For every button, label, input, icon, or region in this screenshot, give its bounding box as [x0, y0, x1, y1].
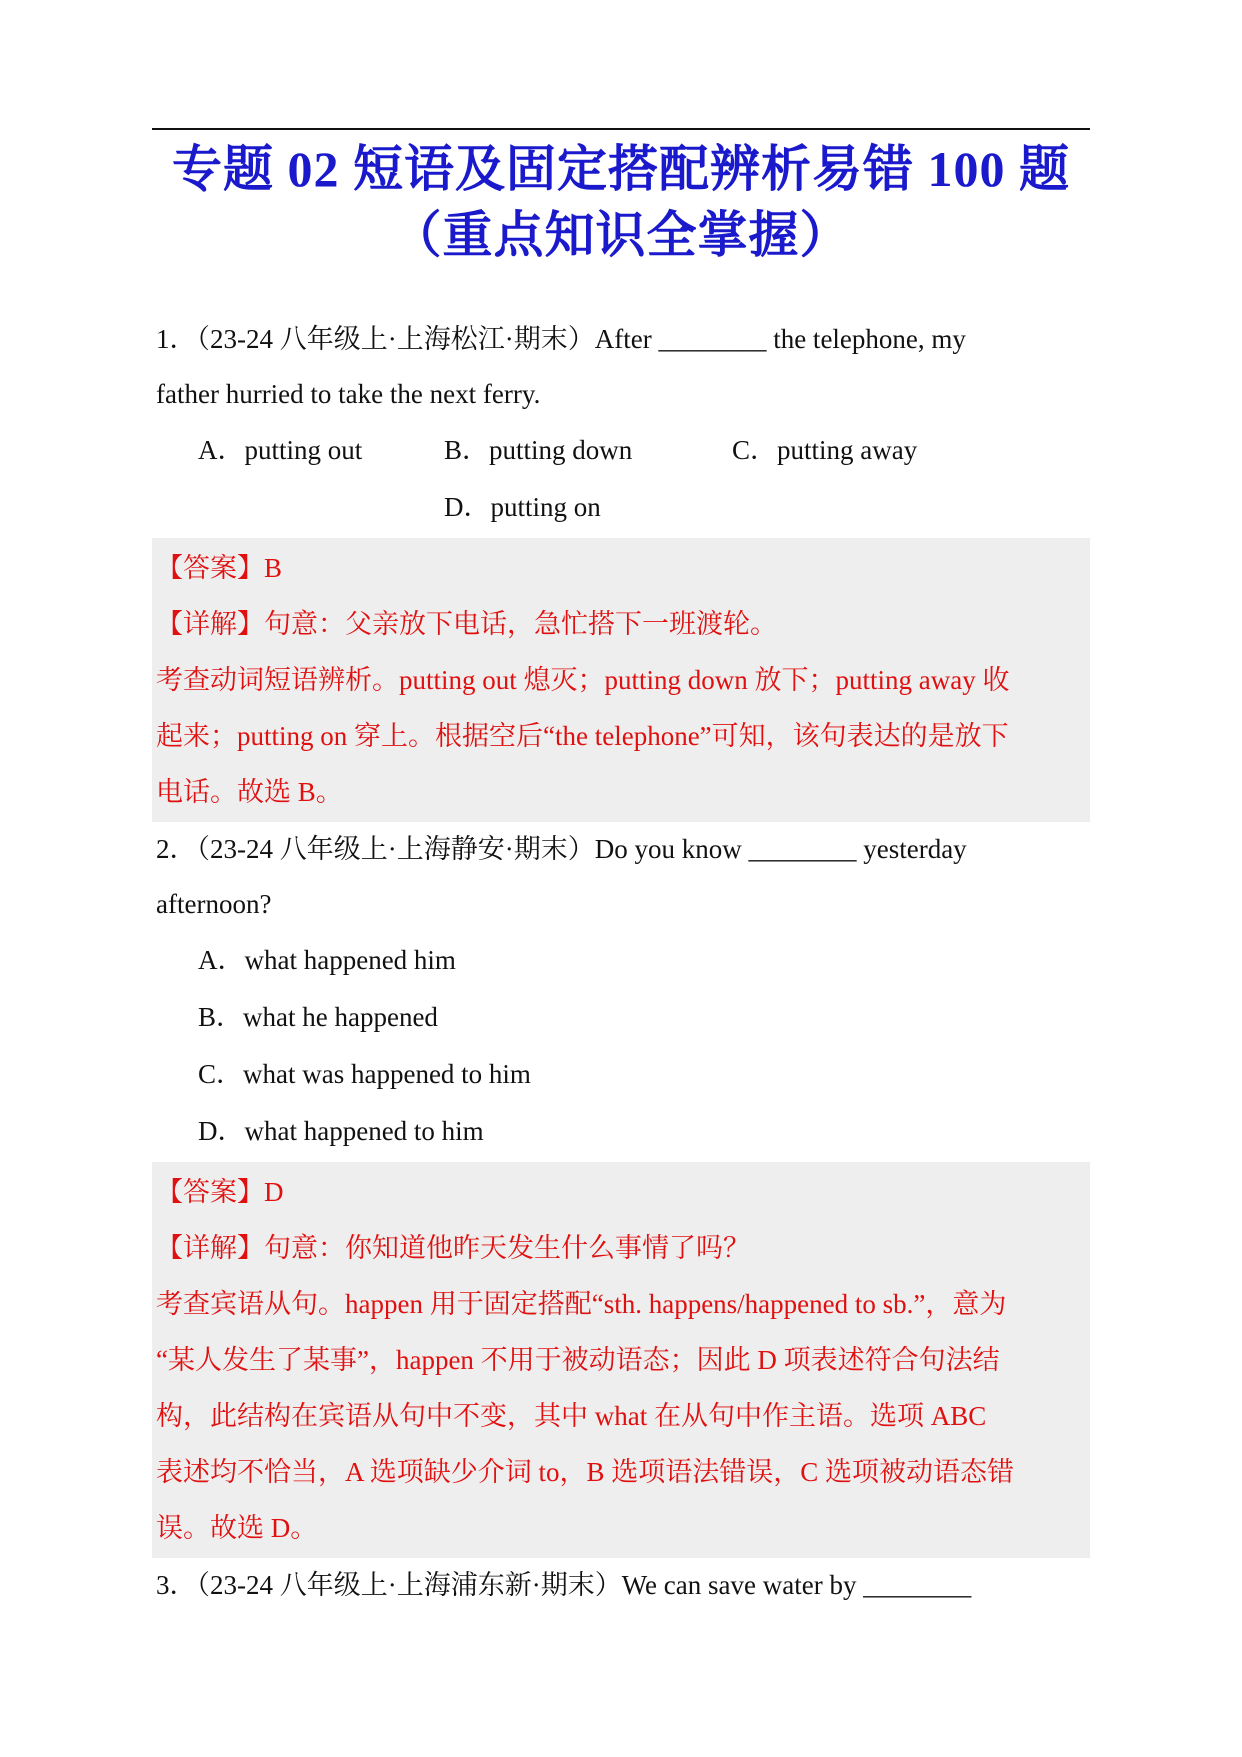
- question-text-1: Do you know ________ yesterday: [594, 834, 967, 864]
- question-source: （23-24 八年级上·上海静安·期末）: [196, 834, 595, 864]
- option-b[interactable]: B．putting down: [444, 435, 633, 465]
- explanation-line: 考查宾语从句。happen 用于固定搭配“sth. happens/happened to sb.”，意为: [156, 1289, 1007, 1319]
- explanation-line: 起来；putting on 穿上。根据空后“the telephone”可知，该句表达的是放下: [156, 721, 1009, 751]
- header-rule: [152, 128, 1090, 130]
- stem-line-1: [156, 822, 1086, 877]
- stem-line-2: afternoon?: [156, 889, 272, 919]
- answer-label: 【答案】D: [156, 1177, 284, 1207]
- option-c[interactable]: C．what was happened to him: [198, 1059, 531, 1089]
- question-3: [152, 1558, 1090, 1613]
- explanation-line: 考查动词短语辨析。putting out 熄灭；putting down 放下；putting away 收: [156, 665, 1010, 695]
- option-c[interactable]: C．putting away: [732, 435, 918, 465]
- detail-label: 【详解】句意：你知道他昨天发生什么事情了吗？: [156, 1233, 750, 1263]
- question-stem: [152, 312, 1090, 422]
- option-a[interactable]: A．putting out: [198, 435, 363, 465]
- question-stem: [152, 1558, 1090, 1613]
- options: [152, 422, 1090, 536]
- option-a[interactable]: A．what happened him: [198, 945, 456, 975]
- title-line-1: 专题 02 短语及固定搭配辨析易错 100 题: [172, 141, 1070, 197]
- question-text-1: We can save water by ________: [621, 1570, 972, 1600]
- question-source: （23-24 八年级上·上海松江·期末）: [196, 324, 595, 354]
- explanation-line: “某人发生了某事”，happen 不用于被动语态；因此 D 项表述符合句法结: [156, 1345, 1000, 1375]
- question-1: [152, 312, 1090, 822]
- title-line-2: （重点知识全掌握）: [391, 207, 851, 263]
- answer-label: 【答案】B: [156, 553, 283, 583]
- options: [152, 932, 1090, 1160]
- question-number: 3．: [156, 1570, 197, 1600]
- stem-line-2: father hurried to take the next ferry.: [156, 379, 541, 409]
- explanation-line: 表述均不恰当，A 选项缺少介词 to，B 选项语法错误，C 选项被动语态错: [156, 1457, 1015, 1487]
- stem-line-1: [156, 312, 1086, 367]
- options-row-1: [198, 422, 1090, 479]
- answer-box: [152, 1162, 1090, 1558]
- option-d[interactable]: D．what happened to him: [198, 1116, 484, 1146]
- question-text-1: After ________ the telephone, my: [594, 324, 966, 354]
- option-b[interactable]: B．what he happened: [198, 1002, 438, 1032]
- explanation-line: 构，此结构在宾语从句中不变，其中 what 在从句中作主语。选项 ABC: [156, 1401, 987, 1431]
- explanation-line: 电话。故选 B。: [156, 777, 343, 807]
- option-d[interactable]: D．putting on: [444, 492, 601, 522]
- question-stem: [152, 822, 1090, 932]
- stem-line-1: [156, 1558, 1086, 1613]
- question-2: [152, 822, 1090, 1558]
- options-row-2: [198, 479, 1090, 536]
- question-number: 2．: [156, 834, 197, 864]
- document-page: [152, 128, 1090, 1613]
- explanation-line: 误。故选 D。: [156, 1513, 318, 1543]
- question-number: 1．: [156, 324, 197, 354]
- answer-box: [152, 538, 1090, 822]
- page-title: [152, 136, 1090, 268]
- question-source: （23-24 八年级上·上海浦东新·期末）: [196, 1570, 622, 1600]
- detail-label: 【详解】句意：父亲放下电话，急忙搭下一班渡轮。: [156, 609, 777, 639]
